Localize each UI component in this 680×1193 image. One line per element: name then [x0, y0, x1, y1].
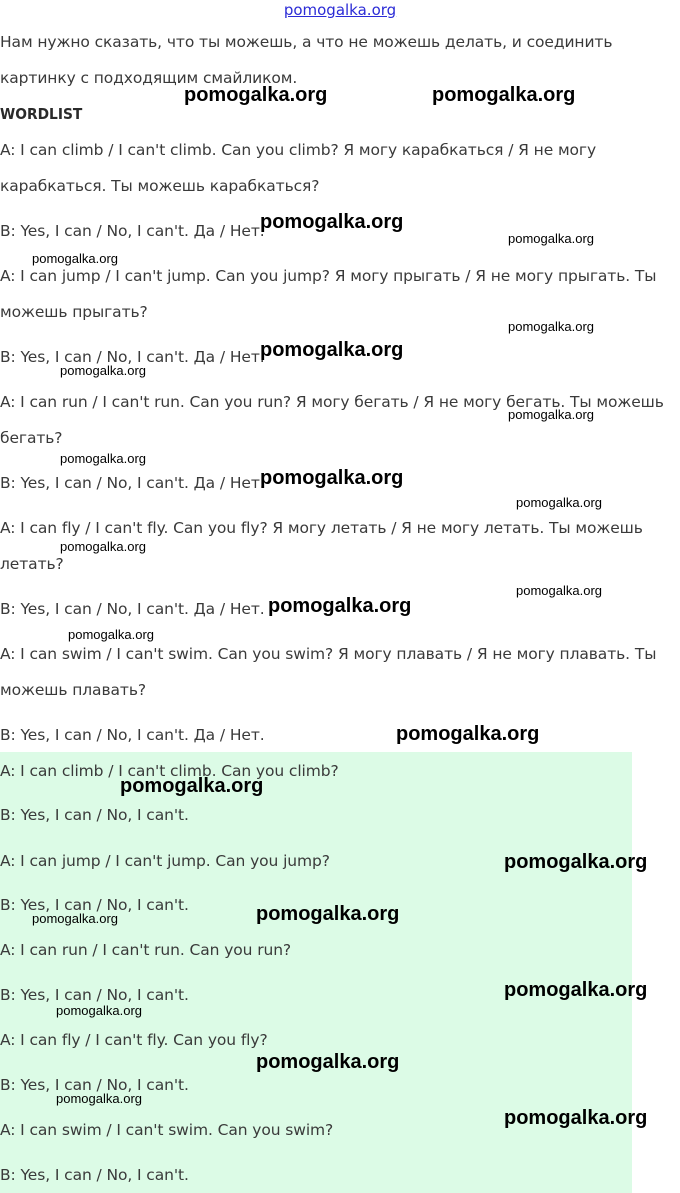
- watermark: pomogalka.org: [504, 1107, 648, 1129]
- answer-line: A: I can fly / I can't fly. Can you fly?: [0, 1031, 268, 1049]
- wordlist-line: A: I can jump / I can't jump. Can you jump? Я могу прыгать / Я не могу прыгать. Ты: [0, 267, 657, 285]
- watermark: pomogalka.org: [56, 1091, 142, 1106]
- watermark: pomogalka.org: [60, 539, 146, 554]
- answer-line: B: Yes, I can / No, I can't.: [0, 896, 189, 914]
- wordlist-line: A: I can swim / I can't swim. Can you swim? Я могу плавать / Я не могу плавать. Ты: [0, 645, 657, 663]
- answer-line: A: I can jump / I can't jump. Can you jump?: [0, 852, 330, 870]
- watermark: pomogalka.org: [504, 851, 648, 873]
- wordlist-line: A: I can run / I can't run. Can you run? Я могу бегать / Я не могу бегать. Ты можешь: [0, 393, 664, 411]
- answer-line: A: I can run / I can't run. Can you run?: [0, 941, 292, 959]
- site-link[interactable]: pomogalka.org: [283, 1, 397, 19]
- watermark: pomogalka.org: [508, 407, 594, 422]
- wordlist-heading: WORDLIST: [0, 105, 83, 123]
- watermark: pomogalka.org: [256, 903, 400, 925]
- watermark: pomogalka.org: [60, 451, 146, 466]
- watermark: pomogalka.org: [32, 251, 118, 266]
- wordlist-line: A: I can fly / I can't fly. Can you fly? Я могу летать / Я не могу летать. Ты можешь: [0, 519, 643, 537]
- watermark: pomogalka.org: [516, 495, 602, 510]
- intro-line: Нам нужно сказать, что ты можешь, а что не можешь делать, и соединить: [0, 33, 613, 51]
- watermark: pomogalka.org: [396, 723, 540, 745]
- wordlist-line: B: Yes, I can / No, I can't. Да / Нет.: [0, 348, 265, 366]
- wordlist-line: B: Yes, I can / No, I can't. Да / Нет.: [0, 600, 265, 618]
- watermark: pomogalka.org: [260, 211, 404, 233]
- wordlist-line: можешь прыгать?: [0, 303, 148, 321]
- watermark: pomogalka.org: [60, 363, 146, 378]
- wordlist-line: A: I can climb / I can't climb. Can you climb? Я могу карабкаться / Я не могу: [0, 141, 597, 159]
- watermark: pomogalka.org: [256, 1051, 400, 1073]
- wordlist-line: B: Yes, I can / No, I can't. Да / Нет.: [0, 474, 265, 492]
- watermark: pomogalka.org: [68, 627, 154, 642]
- watermark: pomogalka.org: [508, 319, 594, 334]
- watermark: pomogalka.org: [516, 583, 602, 598]
- watermark: pomogalka.org: [260, 467, 404, 489]
- watermark: pomogalka.org: [184, 84, 328, 106]
- answer-line: A: I can climb / I can't climb. Can you climb?: [0, 762, 339, 780]
- watermark: pomogalka.org: [508, 231, 594, 246]
- wordlist-line: карабкаться. Ты можешь карабкаться?: [0, 177, 320, 195]
- watermark: pomogalka.org: [32, 911, 118, 926]
- wordlist-line: можешь плавать?: [0, 681, 146, 699]
- intro-line: картинку с подходящим смайликом.: [0, 69, 298, 87]
- answer-line: B: Yes, I can / No, I can't.: [0, 1076, 189, 1094]
- wordlist-line: летать?: [0, 555, 64, 573]
- answer-line: B: Yes, I can / No, I can't.: [0, 986, 189, 1004]
- watermark: pomogalka.org: [120, 775, 264, 797]
- watermark: pomogalka.org: [504, 979, 648, 1001]
- wordlist-line: B: Yes, I can / No, I can't. Да / Нет.: [0, 222, 265, 240]
- answer-line: B: Yes, I can / No, I can't.: [0, 1166, 189, 1184]
- watermark: pomogalka.org: [432, 84, 576, 106]
- watermark: pomogalka.org: [268, 595, 412, 617]
- wordlist-line: бегать?: [0, 429, 63, 447]
- answer-line: B: Yes, I can / No, I can't.: [0, 806, 189, 824]
- wordlist-line: B: Yes, I can / No, I can't. Да / Нет.: [0, 726, 265, 744]
- answer-line: A: I can swim / I can't swim. Can you swim?: [0, 1121, 334, 1139]
- watermark: pomogalka.org: [260, 339, 404, 361]
- watermark: pomogalka.org: [56, 1003, 142, 1018]
